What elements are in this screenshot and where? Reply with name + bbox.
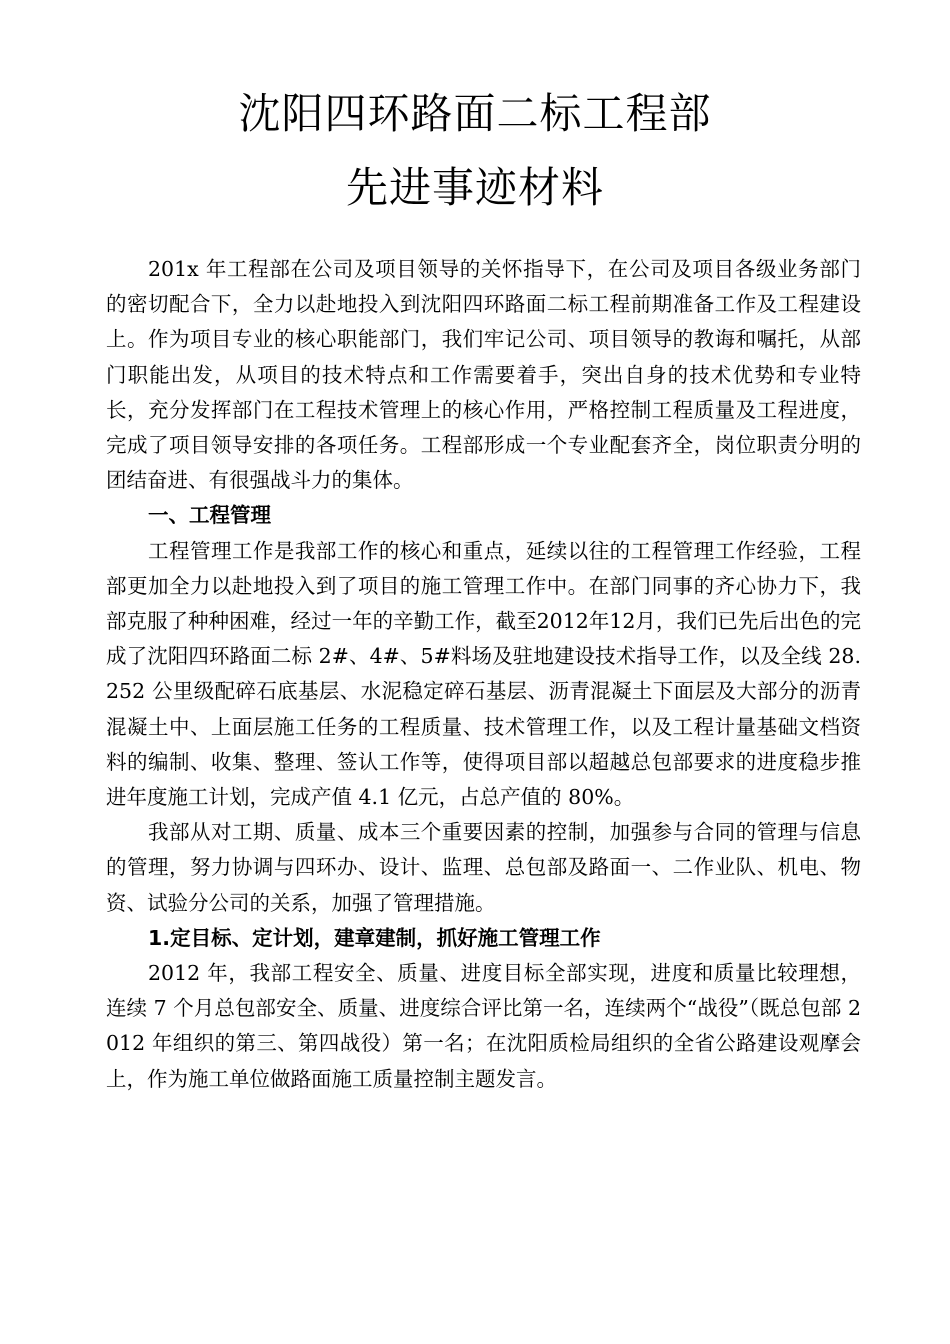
section1-paragraph-1: 工程管理工作是我部工作的核心和重点，延续以往的工程管理工作经验，工程部更加全力以赴地投入到了项目的施工管理工作中。在部门同事的齐心协力下，我部克服了种种困难，经过一年的辛勤工作，截至2012年12月，我们已先后出色的完成了沈阳四环路面二标 2#、4#、5#料场及驻地建设技术指导工作，以及全线 28.252 公里级配碎石底基层、水泥稳定碎石基层、沥青混凝土下面层及大部分的沥青混凝土中、上面层施工任务的工程质量、技术管理工作，以及工程计量基础文档资料的编制、收集、整理、签认工作等，使得项目部以超越总包部要求的进度稳步推进年度施工计划，完成产值 4.1 亿元，占总产值的 80%。: [106, 538, 861, 810]
subsection1-paragraph-1: 2012 年，我部工程安全、质量、进度目标全部实现，进度和质量比较理想，连续 7 个月总包部安全、质量、进度综合评比第一名，连续两个“战役”（既总包部 2012 年组织的第三、第四战役）第一名；在沈阳质检局组织的全省公路建设观摩会上，作为施工单位做路面施工质量控制主题发言。: [106, 961, 861, 1091]
document-title-line-1: 沈阳四环路面二标工程部: [238, 89, 712, 138]
section-heading-engineering-management: 一、工程管理: [148, 503, 272, 528]
document-body: [106, 252, 861, 1097]
section1-paragraph-2: 我部从对工期、质量、成本三个重要因素的控制，加强参与合同的管理与信息的管理，努力协调与四环办、设计、监理、总包部及路面一、二作业队、机电、物资、试验分公司的关系，加强了管理措施。: [106, 820, 861, 915]
subsection-heading-targets-plans: 1.定目标、定计划，建章建制，抓好施工管理工作: [148, 925, 601, 950]
document-title-line-2: 先进事迹材料: [345, 163, 604, 212]
intro-paragraph: 201x 年工程部在公司及项目领导的关怀指导下，在公司及项目各级业务部门的密切配合下，全力以赴地投入到沈阳四环路面二标工程前期准备工作及工程建设上。作为项目专业的核心职能部门，我们牢记公司、项目领导的教诲和嘱托，从部门职能出发，从项目的技术特点和工作需要着手，突出自身的技术优势和专业特长，充分发挥部门在工程技术管理上的核心作用，严格控制工程质量及工程进度，完成了项目领导安排的各项任务。工程部形成一个专业配套齐全，岗位职责分明的团结奋进、有很强战斗力的集体。: [106, 257, 861, 493]
